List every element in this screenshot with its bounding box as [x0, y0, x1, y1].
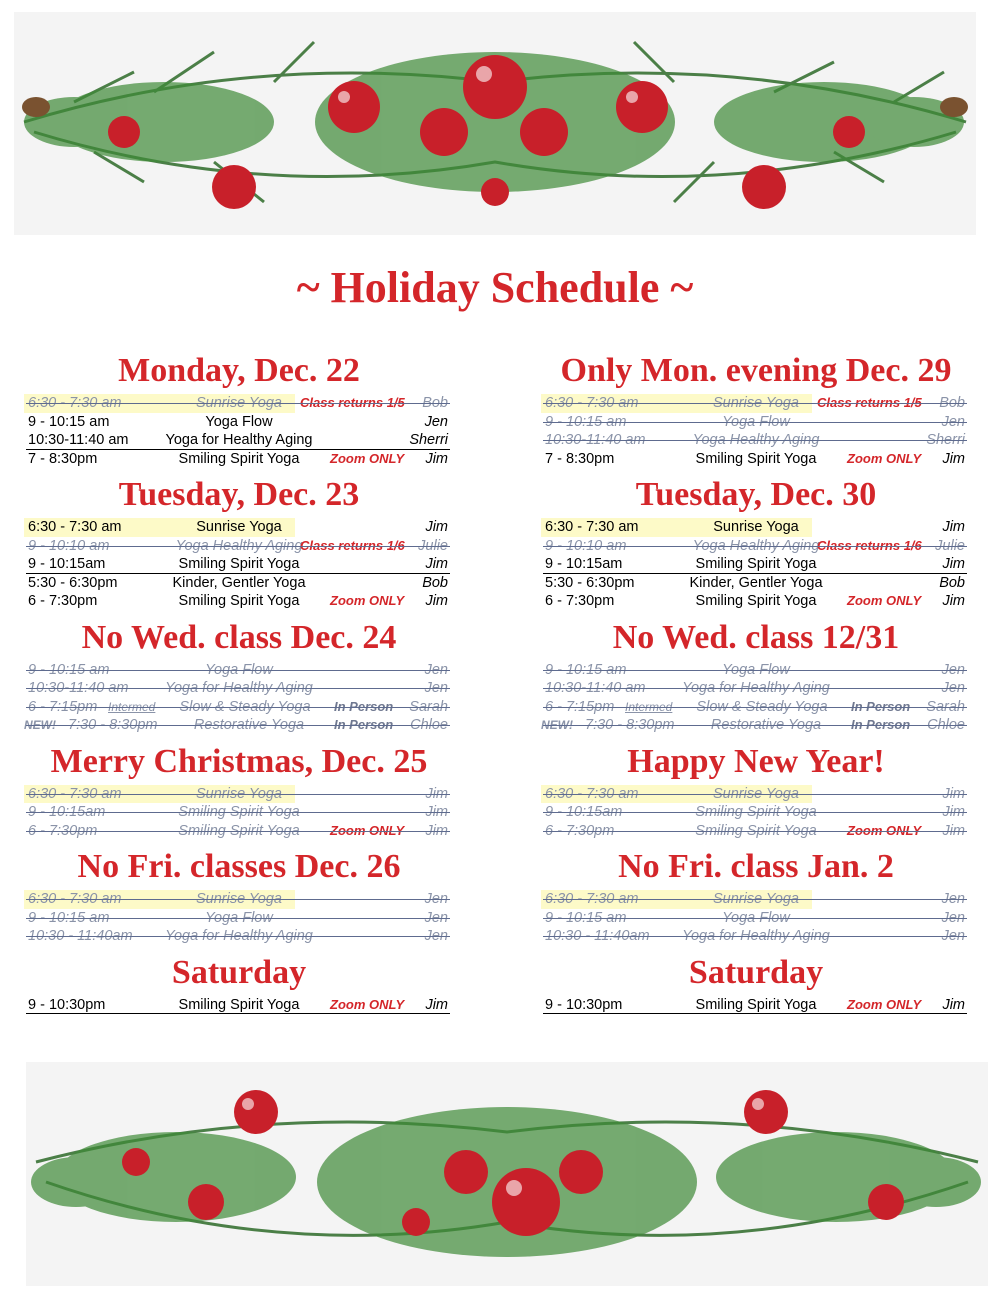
class-note: Class returns 1/6 [300, 537, 405, 553]
class-list [24, 518, 454, 611]
class-name: Sunrise Yoga [196, 519, 282, 535]
class-time: 7:30 - 8:30pm [68, 717, 158, 733]
class-name: Slow & Steady Yoga [179, 698, 311, 715]
cancelled-class-row [24, 822, 454, 841]
instructor-name: Sherri [926, 432, 965, 448]
class-row [24, 450, 454, 469]
class-time: 10:30-11:40 am [545, 432, 646, 448]
day-heading: Saturday [688, 953, 824, 991]
class-name: Yoga for Healthy Aging [165, 928, 313, 944]
class-list [541, 890, 971, 946]
class-time: 9 - 10:15am [28, 556, 106, 572]
instructor-name: Jen [941, 891, 965, 907]
class-level: Intermed [108, 699, 156, 714]
class-name: Sunrise Yoga [713, 519, 799, 535]
class-time: 9 - 10:10 am [28, 537, 110, 554]
class-time: 6:30 - 7:30 am [28, 785, 122, 802]
class-row [24, 518, 454, 537]
class-list [541, 996, 971, 1015]
page-title: ~ Holiday Schedule ~ [296, 263, 694, 312]
class-name: Smiling Spirit Yoga [695, 450, 817, 467]
class-time: 6:30 - 7:30 am [28, 519, 122, 535]
class-time: 9 - 10:15am [28, 804, 106, 820]
instructor-name: Jim [425, 996, 448, 1013]
class-note: Zoom ONLY [847, 450, 922, 466]
instructor-name: Jim [425, 822, 448, 839]
class-name: Smiling Spirit Yoga [178, 593, 300, 609]
class-list [541, 394, 971, 468]
class-name: Yoga Flow [205, 661, 273, 678]
class-name: Sunrise Yoga [713, 785, 799, 802]
class-name: Sunrise Yoga [196, 785, 282, 802]
class-name: Kinder, Gentler Yoga [689, 574, 823, 591]
class-note: Class returns 1/5 [817, 395, 922, 410]
class-name: Smiling Spirit Yoga [695, 804, 817, 820]
class-row [541, 555, 971, 574]
day-heading: Only Mon. evening Dec. 29 [560, 352, 952, 389]
instructor-name: Jen [424, 680, 448, 696]
class-time: 9 - 10:30pm [28, 996, 106, 1013]
class-row [541, 518, 971, 537]
instructor-name: Jen [941, 928, 965, 944]
garland-image [26, 1062, 988, 1286]
cancelled-class-row [24, 716, 454, 735]
class-time: 9 - 10:15am [545, 556, 623, 572]
class-time: 6:30 - 7:30 am [545, 519, 639, 535]
schedule-column-right [541, 348, 971, 1018]
class-name: Smiling Spirit Yoga [178, 822, 300, 839]
class-time: 5:30 - 6:30pm [545, 574, 635, 591]
class-time: 7 - 8:30pm [545, 450, 615, 467]
instructor-name: Jim [425, 804, 448, 820]
cancelled-class-row [541, 537, 971, 556]
class-name: Smiling Spirit Yoga [178, 556, 300, 572]
class-name: Yoga Healthy Aging [692, 537, 820, 554]
instructor-name: Bob [422, 395, 448, 411]
class-row [24, 996, 454, 1015]
class-note: Zoom ONLY [847, 996, 922, 1012]
class-time: 9 - 10:15am [545, 804, 623, 820]
class-time: 10:30-11:40 am [28, 432, 129, 448]
class-row [541, 996, 971, 1015]
garland-image [14, 12, 976, 235]
class-list [541, 785, 971, 841]
class-list [541, 661, 971, 735]
class-time: 9 - 10:15 am [28, 909, 110, 926]
instructor-name: Jim [425, 556, 448, 572]
class-row [24, 413, 454, 432]
class-name: Yoga Flow [722, 909, 790, 926]
instructor-name: Sarah [409, 698, 448, 715]
class-name: Smiling Spirit Yoga [178, 804, 300, 820]
class-name: Yoga for Healthy Aging [165, 432, 313, 448]
instructor-name: Sherri [409, 432, 448, 448]
new-badge: NEW! [24, 718, 56, 732]
class-row [24, 592, 454, 611]
instructor-name: Jim [942, 593, 965, 609]
class-name: Smiling Spirit Yoga [695, 556, 817, 572]
instructor-name: Jim [425, 450, 448, 467]
instructor-name: Jen [424, 413, 448, 430]
class-note: In Person [334, 717, 394, 732]
cancelled-class-row [24, 394, 454, 413]
cancelled-class-row [24, 785, 454, 804]
class-name: Restorative Yoga [193, 717, 305, 733]
class-row [541, 450, 971, 469]
cancelled-class-row [541, 394, 971, 413]
instructor-name: Bob [422, 574, 448, 591]
day-heading: Monday, Dec. 22 [118, 352, 360, 389]
class-time: 10:30-11:40 am [545, 680, 646, 696]
instructor-name: Bob [939, 395, 965, 411]
day-heading: Happy New Year! [627, 742, 885, 780]
class-time: 6 - 7:30pm [28, 593, 98, 609]
class-name: Yoga Flow [205, 413, 273, 430]
class-time: 9 - 10:10 am [545, 537, 627, 554]
class-note: Zoom ONLY [330, 593, 405, 608]
cancelled-class-row [24, 661, 454, 680]
class-name: Kinder, Gentler Yoga [172, 574, 306, 591]
class-list [24, 661, 454, 735]
cancelled-class-row [541, 803, 971, 822]
cancelled-class-row [541, 927, 971, 946]
new-badge: NEW! [541, 718, 573, 732]
instructor-name: Jen [424, 661, 448, 678]
class-time: 9 - 10:30pm [545, 996, 623, 1013]
day-heading: Tuesday, Dec. 30 [635, 476, 877, 513]
instructor-name: Jim [425, 593, 448, 609]
cancelled-class-row [541, 716, 971, 735]
cancelled-class-row [24, 909, 454, 928]
cancelled-class-row [541, 431, 971, 450]
class-name: Smiling Spirit Yoga [695, 593, 817, 609]
class-name: Yoga Healthy Aging [175, 537, 303, 554]
class-name: Yoga Flow [205, 909, 273, 926]
class-time: 9 - 10:15 am [28, 413, 110, 430]
instructor-name: Jim [942, 822, 965, 839]
cancelled-class-row [24, 803, 454, 822]
holiday-garland-top [14, 12, 976, 235]
class-list [24, 996, 454, 1015]
class-name: Yoga Flow [722, 413, 790, 430]
cancelled-class-row [24, 537, 454, 556]
cancelled-class-row [24, 679, 454, 698]
day-heading: No Wed. class Dec. 24 [81, 618, 397, 656]
cancelled-class-row [541, 890, 971, 909]
instructor-name: Jen [941, 413, 965, 430]
cancelled-class-row [541, 698, 971, 717]
day-heading: No Wed. class 12/31 [612, 618, 900, 656]
class-name: Restorative Yoga [710, 717, 822, 733]
day-heading: Saturday [171, 953, 307, 991]
instructor-name: Chloe [927, 717, 965, 733]
class-time: 6 - 7:15pm [545, 698, 615, 715]
instructor-name: Bob [939, 574, 965, 591]
class-time: 6:30 - 7:30 am [545, 891, 639, 907]
class-time: 10:30 - 11:40am [545, 928, 650, 944]
instructor-name: Jim [425, 519, 448, 535]
instructor-name: Jen [424, 928, 448, 944]
cancelled-class-row [24, 698, 454, 717]
class-time: 5:30 - 6:30pm [28, 574, 118, 591]
instructor-name: Chloe [410, 717, 448, 733]
class-name: Smiling Spirit Yoga [695, 996, 817, 1013]
cancelled-class-row [541, 413, 971, 432]
class-time: 6 - 7:30pm [28, 822, 98, 839]
class-name: Smiling Spirit Yoga [178, 996, 300, 1013]
class-name: Yoga for Healthy Aging [682, 928, 830, 944]
instructor-name: Jim [942, 450, 965, 467]
class-name: Sunrise Yoga [713, 395, 799, 411]
instructor-name: Jen [941, 909, 965, 926]
cancelled-class-row [541, 909, 971, 928]
class-note: Zoom ONLY [330, 822, 405, 838]
class-note: Class returns 1/5 [300, 395, 405, 410]
class-time: 7 - 8:30pm [28, 450, 98, 467]
class-name: Sunrise Yoga [713, 891, 799, 907]
class-time: 6:30 - 7:30 am [28, 395, 122, 411]
class-level: Intermed [625, 699, 673, 714]
class-time: 9 - 10:15 am [545, 661, 627, 678]
class-list [24, 394, 454, 468]
class-time: 7:30 - 8:30pm [585, 717, 675, 733]
class-name: Yoga for Healthy Aging [682, 680, 830, 696]
class-time: 9 - 10:15 am [545, 909, 627, 926]
day-heading: No Fri. class Jan. 2 [618, 848, 894, 885]
class-name: Yoga for Healthy Aging [165, 680, 313, 696]
instructor-name: Jen [424, 891, 448, 907]
class-note: Zoom ONLY [330, 996, 405, 1012]
class-name: Yoga Flow [722, 661, 790, 678]
instructor-name: Jim [942, 996, 965, 1013]
day-heading: Tuesday, Dec. 23 [118, 476, 360, 513]
instructor-name: Jim [942, 785, 965, 802]
class-row [541, 574, 971, 593]
instructor-name: Jim [942, 519, 965, 535]
class-time: 6:30 - 7:30 am [28, 891, 122, 907]
class-list [541, 518, 971, 611]
day-heading: Merry Christmas, Dec. 25 [50, 742, 428, 780]
class-time: 6:30 - 7:30 am [545, 395, 639, 411]
class-time: 6 - 7:30pm [545, 822, 615, 839]
cancelled-class-row [24, 890, 454, 909]
class-name: Smiling Spirit Yoga [695, 822, 817, 839]
cancelled-class-row [541, 679, 971, 698]
class-note: Zoom ONLY [847, 822, 922, 838]
class-row [541, 592, 971, 611]
cancelled-class-row [541, 785, 971, 804]
class-time: 6:30 - 7:30 am [545, 785, 639, 802]
class-note: Class returns 1/6 [817, 537, 922, 553]
class-time: 6 - 7:15pm [28, 698, 98, 715]
class-time: 9 - 10:15 am [545, 413, 627, 430]
class-note: In Person [334, 698, 394, 714]
class-note: Zoom ONLY [847, 593, 922, 608]
instructor-name: Sarah [926, 698, 965, 715]
instructor-name: Julie [418, 537, 448, 554]
class-list [24, 890, 454, 946]
instructor-name: Jen [941, 661, 965, 678]
class-list [24, 785, 454, 841]
class-time: 9 - 10:15 am [28, 661, 110, 678]
class-time: 6 - 7:30pm [545, 593, 615, 609]
schedule-column-left [24, 348, 454, 1018]
instructor-name: Julie [935, 537, 965, 554]
instructor-name: Jen [424, 909, 448, 926]
class-row [24, 431, 454, 450]
class-note: In Person [851, 717, 911, 732]
holiday-garland-bottom [26, 1062, 988, 1286]
class-name: Yoga Healthy Aging [692, 432, 820, 448]
class-note: Zoom ONLY [330, 450, 405, 466]
cancelled-class-row [541, 661, 971, 680]
cancelled-class-row [24, 927, 454, 946]
instructor-name: Jen [941, 680, 965, 696]
class-row [24, 574, 454, 593]
day-heading: No Fri. classes Dec. 26 [77, 848, 401, 885]
class-row [24, 555, 454, 574]
instructor-name: Jim [942, 556, 965, 572]
cancelled-class-row [541, 822, 971, 841]
instructor-name: Jim [425, 785, 448, 802]
class-name: Slow & Steady Yoga [696, 698, 828, 715]
class-name: Sunrise Yoga [196, 891, 282, 907]
class-time: 10:30 - 11:40am [28, 928, 133, 944]
class-name: Smiling Spirit Yoga [178, 450, 300, 467]
class-name: Sunrise Yoga [196, 395, 282, 411]
instructor-name: Jim [942, 804, 965, 820]
class-time: 10:30-11:40 am [28, 680, 129, 696]
class-note: In Person [851, 698, 911, 714]
